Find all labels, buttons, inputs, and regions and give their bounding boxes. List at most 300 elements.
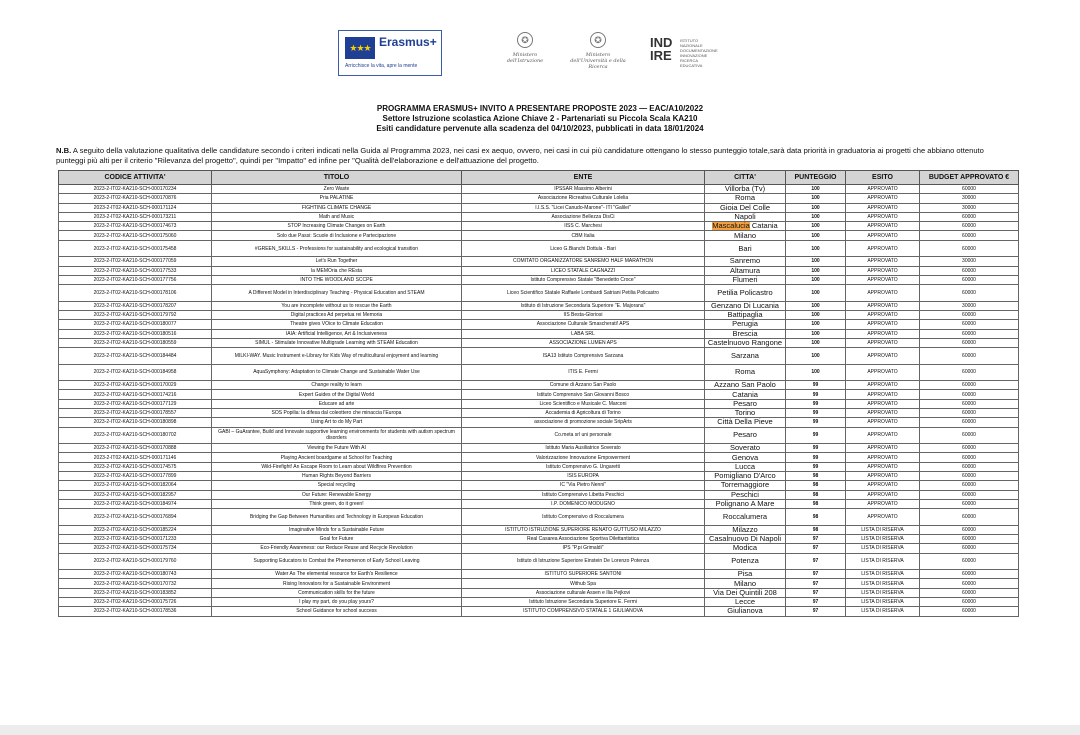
- cell-code: 2023-2-IT02-KA210-SCH-000174216: [59, 390, 212, 399]
- table-row: [59, 338, 1019, 347]
- cell-outcome: APPROVATO: [846, 409, 920, 418]
- table-row: [59, 257, 1019, 266]
- cell-outcome: APPROVATO: [846, 348, 920, 365]
- erasmus-tagline: Arricchisce la vita, apre la mente: [345, 63, 418, 69]
- cell-outcome: APPROVATO: [846, 509, 920, 526]
- cell-score: 99: [786, 399, 846, 408]
- cell-score: 100: [786, 231, 846, 240]
- table-row: [59, 570, 1019, 579]
- table-row: [59, 588, 1019, 597]
- cell-title: MILKI-WAY. Music Instrument e-Library for Kids Way of multicultural enjoyment and learning: [212, 348, 462, 365]
- cell-entity: ISTITUTO ISTRUZIONE SUPERIORE RENATO GUTTUSO MILAZZO: [462, 525, 705, 534]
- cell-budget: 60000: [920, 570, 1019, 579]
- column-header-budget: BUDGET APPROVATO €: [920, 171, 1019, 185]
- cell-outcome: LISTA DI RISERVA: [846, 544, 920, 553]
- cell-entity: Associazione culturale Assen e Ilia Pejkovi: [462, 588, 705, 597]
- cell-code: 2023-2-IT02-KA210-SCH-000185224: [59, 525, 212, 534]
- table-row: [59, 212, 1019, 221]
- cell-code: 2023-2-IT02-KA210-SCH-000179792: [59, 310, 212, 319]
- cell-score: 97: [786, 570, 846, 579]
- cell-entity: Associazione Bellezza DisCi: [462, 212, 705, 221]
- table-row: [59, 427, 1019, 444]
- cell-budget: 60000: [920, 553, 1019, 570]
- cell-city: Roccalumera: [705, 509, 786, 526]
- cell-city: Città Della Pieve: [705, 418, 786, 427]
- cell-title: SOS Popilia: la difesa dal coleottero che minaccia l'Europa: [212, 409, 462, 418]
- table-row: [59, 509, 1019, 526]
- table-row: [59, 418, 1019, 427]
- cell-city: Milano: [705, 231, 786, 240]
- cell-code: 2023-2-IT02-KA210-SCH-000171233: [59, 535, 212, 544]
- cell-budget: 60000: [920, 212, 1019, 221]
- cell-entity: Istituto Comprensivo Libetta Peschici: [462, 490, 705, 499]
- page-bottom-edge: [0, 725, 1080, 735]
- column-header-outcome: ESITO: [846, 171, 920, 185]
- cell-score: 98: [786, 481, 846, 490]
- cell-outcome: APPROVATO: [846, 222, 920, 231]
- table-body: [59, 185, 1019, 617]
- cell-score: 100: [786, 348, 846, 365]
- cell-entity: Withub Spa: [462, 579, 705, 588]
- cell-score: 100: [786, 364, 846, 381]
- cell-score: 100: [786, 222, 846, 231]
- cell-outcome: LISTA DI RISERVA: [846, 553, 920, 570]
- cell-title: You are incomplete without us to rescue the Earth: [212, 301, 462, 310]
- cell-entity: ISIS EUROPA: [462, 472, 705, 481]
- cell-code: 2023-2-IT02-KA210-SCH-000171124: [59, 203, 212, 212]
- cell-entity: I.P. DOMENICO MODUGNO: [462, 499, 705, 508]
- cell-title: Let's Run Together: [212, 257, 462, 266]
- cell-city: Peschici: [705, 490, 786, 499]
- cell-budget: 30000: [920, 194, 1019, 203]
- cell-budget: 60000: [920, 409, 1019, 418]
- table-row: [59, 453, 1019, 462]
- cell-budget: 60000: [920, 490, 1019, 499]
- document-titles: [0, 104, 1080, 134]
- cell-score: 100: [786, 266, 846, 275]
- table-row: [59, 490, 1019, 499]
- cell-score: 97: [786, 544, 846, 553]
- cell-entity: Associazione Culturale Smascherati! APS: [462, 320, 705, 329]
- cell-outcome: APPROVATO: [846, 472, 920, 481]
- cell-budget: 30000: [920, 257, 1019, 266]
- column-header-code: CODICE ATTIVITA': [59, 171, 212, 185]
- cell-title: I play my part, do you play yours?: [212, 598, 462, 607]
- cell-code: 2023-2-IT02-KA210-SCH-000178557: [59, 409, 212, 418]
- cell-outcome: LISTA DI RISERVA: [846, 588, 920, 597]
- cell-entity: associazione di promozione sociale SripArts: [462, 418, 705, 427]
- cell-outcome: APPROVATO: [846, 390, 920, 399]
- title-line-3: Esiti candidature pervenute alla scadenza del 04/10/2023, pubblicati in data 18/01/2024: [376, 124, 704, 133]
- cell-outcome: APPROVATO: [846, 185, 920, 194]
- cell-score: 100: [786, 212, 846, 221]
- cell-outcome: APPROVATO: [846, 399, 920, 408]
- cell-city: Sanremo: [705, 257, 786, 266]
- table-row: [59, 409, 1019, 418]
- cell-title: Water As The elemental resource for Earth's Resilience: [212, 570, 462, 579]
- table-row: [59, 266, 1019, 275]
- cell-code: 2023-2-IT02-KA210-SCH-000174575: [59, 462, 212, 471]
- cell-budget: 30000: [920, 301, 1019, 310]
- cell-code: 2023-2-IT02-KA210-SCH-000170234: [59, 185, 212, 194]
- cell-code: 2023-2-IT02-KA210-SCH-000184958: [59, 364, 212, 381]
- priority-note: [56, 146, 996, 166]
- cell-city: Genova: [705, 453, 786, 462]
- table-header-row: [59, 171, 1019, 185]
- table-row: [59, 275, 1019, 284]
- cell-entity: Co.meta srl uni personale: [462, 427, 705, 444]
- cell-entity: ISA13 Istituto Comprensivo Sarzana: [462, 348, 705, 365]
- cell-outcome: APPROVATO: [846, 418, 920, 427]
- title-line-2: Settore Istruzione scolastica Azione Chiave 2 - Partenariati su Piccola Scala KA210: [382, 114, 698, 123]
- cell-budget: 30000: [920, 203, 1019, 212]
- cell-code: 2023-2-IT02-KA210-SCH-000182064: [59, 481, 212, 490]
- cell-outcome: APPROVATO: [846, 310, 920, 319]
- cell-outcome: APPROVATO: [846, 240, 920, 257]
- cell-city: Genzano Di Lucania: [705, 301, 786, 310]
- cell-entity: Istituto Maria Ausiliatrice Soverato: [462, 444, 705, 453]
- cell-title: STOP Increasing Climate Changes on Earth: [212, 222, 462, 231]
- cell-budget: 60000: [920, 320, 1019, 329]
- cell-budget: 60000: [920, 481, 1019, 490]
- cell-code: 2023-2-IT02-KA210-SCH-000182957: [59, 490, 212, 499]
- cell-code: 2023-2-IT02-KA210-SCH-000175734: [59, 544, 212, 553]
- cell-code: 2023-2-IT02-KA210-SCH-000175060: [59, 231, 212, 240]
- cell-city: Roma: [705, 364, 786, 381]
- cell-code: 2023-2-IT02-KA210-SCH-000177059: [59, 257, 212, 266]
- cell-code: 2023-2-IT02-KA210-SCH-000175458: [59, 240, 212, 257]
- cell-title: SIMUL - Stimulate Innovative Multigrade Learning with STEAM Education: [212, 338, 462, 347]
- cell-budget: 60000: [920, 607, 1019, 616]
- cell-entity: Liceo Scientifico e Musicale C. Marconi: [462, 399, 705, 408]
- table-row: [59, 579, 1019, 588]
- cell-code: 2023-2-IT02-KA210-SCH-000180743: [59, 570, 212, 579]
- table-row: [59, 481, 1019, 490]
- cell-city: Modica: [705, 544, 786, 553]
- cell-title: Educare ad arte: [212, 399, 462, 408]
- erasmus-logo-text: Erasmus+: [379, 35, 437, 49]
- cell-score: 99: [786, 462, 846, 471]
- cell-title: Rising Innovators for a Sustainable Environment: [212, 579, 462, 588]
- cell-score: 97: [786, 553, 846, 570]
- cell-entity: Liceo G.Bianchi Dottula - Bari: [462, 240, 705, 257]
- cell-code: 2023-2-IT02-KA210-SCH-000179760: [59, 553, 212, 570]
- cell-title: A Different Model in Interdisciplinary Teaching - Physical Education and STEAM: [212, 285, 462, 302]
- cell-score: 97: [786, 588, 846, 597]
- table-row: [59, 598, 1019, 607]
- column-header-score: PUNTEGGIO: [786, 171, 846, 185]
- cell-outcome: APPROVATO: [846, 203, 920, 212]
- indire-logo-text: IND IRE: [650, 35, 673, 63]
- cell-outcome: APPROVATO: [846, 427, 920, 444]
- cell-entity: ITIS E. Fermi: [462, 364, 705, 381]
- cell-city: Villorba (Tv): [705, 185, 786, 194]
- cell-city: Soverato: [705, 444, 786, 453]
- results-table: [58, 170, 1019, 617]
- republic-crest-icon: ✪: [517, 32, 533, 48]
- cell-outcome: APPROVATO: [846, 381, 920, 390]
- cell-budget: 60000: [920, 285, 1019, 302]
- table-row: [59, 348, 1019, 365]
- cell-outcome: APPROVATO: [846, 444, 920, 453]
- cell-outcome: APPROVATO: [846, 266, 920, 275]
- cell-entity: Real Casarea Associazione Sportiva Dilettantistica: [462, 535, 705, 544]
- cell-entity: I.I.S.S. "Licei Canudo-Marone"- ITI "Galilei": [462, 203, 705, 212]
- ministry-caption-1: Ministero dell'Istruzione: [506, 52, 544, 64]
- cell-city: Torino: [705, 409, 786, 418]
- cell-city: Altamura: [705, 266, 786, 275]
- cell-city: Napoli: [705, 212, 786, 221]
- cell-budget: 60000: [920, 222, 1019, 231]
- ministry-emblem-2: [568, 32, 628, 72]
- cell-entity: COMITATO ORGANIZZATORE SANREMO HALF MARATHON: [462, 257, 705, 266]
- cell-title: Change reality to learn: [212, 381, 462, 390]
- cell-outcome: APPROVATO: [846, 257, 920, 266]
- cell-title: Bridging the Gap Between Humanities and Technology in European Education: [212, 509, 462, 526]
- cell-title: Viewing the Future With AI: [212, 444, 462, 453]
- cell-title: GABI – GuArantee, Build and Innovate supportive learning environments for students with autism spectrum disorders: [212, 427, 462, 444]
- cell-city: Casalnuovo Di Napoli: [705, 535, 786, 544]
- cell-budget: 60000: [920, 348, 1019, 365]
- cell-entity: IPSSAR Massimo Alberini: [462, 185, 705, 194]
- table-row: [59, 329, 1019, 338]
- table-row: [59, 444, 1019, 453]
- cell-entity: CBM Italia: [462, 231, 705, 240]
- cell-budget: 60000: [920, 329, 1019, 338]
- table-row: [59, 390, 1019, 399]
- table-row: [59, 381, 1019, 390]
- republic-crest-icon: ✪: [590, 32, 606, 48]
- cell-code: 2023-2-IT02-KA210-SCH-000178536: [59, 607, 212, 616]
- cell-title: Expert Guides of the Digital World: [212, 390, 462, 399]
- cell-entity: ASSOCIAZIONE LUMEN APS: [462, 338, 705, 347]
- cell-budget: 60000: [920, 364, 1019, 381]
- cell-title: Imaginative Minds for a Sustainable Future: [212, 525, 462, 534]
- table-row: [59, 222, 1019, 231]
- cell-title: Human Rights Beyond Barriers: [212, 472, 462, 481]
- cell-code: 2023-2-IT02-KA210-SCH-000175726: [59, 598, 212, 607]
- cell-budget: 60000: [920, 275, 1019, 284]
- cell-budget: 60000: [920, 381, 1019, 390]
- cell-code: 2023-2-IT02-KA210-SCH-000177129: [59, 399, 212, 408]
- logo-header: [0, 14, 1080, 74]
- cell-title: Special recycling: [212, 481, 462, 490]
- cell-score: 98: [786, 499, 846, 508]
- cell-score: 100: [786, 329, 846, 338]
- cell-city: Pesaro: [705, 399, 786, 408]
- cell-budget: 60000: [920, 535, 1019, 544]
- table-row: [59, 553, 1019, 570]
- cell-budget: 60000: [920, 427, 1019, 444]
- cell-score: 100: [786, 194, 846, 203]
- cell-city: Torremaggiore: [705, 481, 786, 490]
- cell-city: Brescia: [705, 329, 786, 338]
- cell-score: 99: [786, 381, 846, 390]
- cell-code: 2023-2-IT02-KA210-SCH-000178207: [59, 301, 212, 310]
- cell-entity: Istituto Comprensivo G. Ungaretti: [462, 462, 705, 471]
- cell-entity: Liceo Scientifico Statale Raffaele Lombardi Satriani Petilia Policastro: [462, 285, 705, 302]
- cell-budget: 60000: [920, 399, 1019, 408]
- table-row: [59, 240, 1019, 257]
- cell-title: Theatre gives VOice to Climate Education: [212, 320, 462, 329]
- cell-code: 2023-2-IT02-KA210-SCH-000177533: [59, 266, 212, 275]
- ministry-emblem-1: [495, 32, 555, 72]
- indire-logo: [650, 36, 720, 66]
- cell-entity: Istituto Istruzione Secondaria Superiore E. Fermi: [462, 598, 705, 607]
- cell-city: Pomigliano D'Arco: [705, 472, 786, 481]
- cell-city: Via Dei Quintili 208: [705, 588, 786, 597]
- cell-entity: Istituto di Istruzione Superiore Einstein De Lorenzo Potenza: [462, 553, 705, 570]
- cell-score: 98: [786, 472, 846, 481]
- table-row: [59, 310, 1019, 319]
- cell-outcome: LISTA DI RISERVA: [846, 570, 920, 579]
- cell-budget: 60000: [920, 509, 1019, 526]
- cell-city: Gioia Del Colle: [705, 203, 786, 212]
- cell-entity: IC "Via Pietro Nenni": [462, 481, 705, 490]
- table-row: [59, 301, 1019, 310]
- cell-score: 99: [786, 444, 846, 453]
- cell-score: 100: [786, 320, 846, 329]
- cell-city: Milazzo: [705, 525, 786, 534]
- cell-entity: Istituto Comprensivo di Roccalumera: [462, 509, 705, 526]
- cell-city: Giulianova: [705, 607, 786, 616]
- cell-budget: 60000: [920, 266, 1019, 275]
- table-row: [59, 320, 1019, 329]
- cell-budget: 60000: [920, 462, 1019, 471]
- cell-code: 2023-2-IT02-KA210-SCH-000170029: [59, 381, 212, 390]
- table-row: [59, 462, 1019, 471]
- cell-outcome: APPROVATO: [846, 285, 920, 302]
- column-header-city: CITTA': [705, 171, 786, 185]
- column-header-title: TITOLO: [212, 171, 462, 185]
- cell-title: FIGHTING CLIMATE CHANGE: [212, 203, 462, 212]
- table-row: [59, 499, 1019, 508]
- cell-title: Wild-Firefight! An Escape Room to Learn about Wildfires Prevention: [212, 462, 462, 471]
- table-row: [59, 194, 1019, 203]
- cell-score: 100: [786, 301, 846, 310]
- cell-city: Milano: [705, 579, 786, 588]
- cell-outcome: APPROVATO: [846, 499, 920, 508]
- cell-city: Catania: [705, 390, 786, 399]
- cell-budget: 60000: [920, 310, 1019, 319]
- cell-entity: IPS "P.pi Grimaldi": [462, 544, 705, 553]
- cell-score: 99: [786, 427, 846, 444]
- cell-entity: LABA SRL: [462, 329, 705, 338]
- title-line-1: PROGRAMMA ERASMUS+ INVITO A PRESENTARE PROPOSTE 2023 — EAC/A10/2022: [376, 104, 704, 113]
- cell-city: Pisa: [705, 570, 786, 579]
- cell-code: 2023-2-IT02-KA210-SCH-000180702: [59, 427, 212, 444]
- cell-code: 2023-2-IT02-KA210-SCH-000180898: [59, 418, 212, 427]
- cell-budget: 60000: [920, 338, 1019, 347]
- cell-budget: 60000: [920, 525, 1019, 534]
- cell-title: School Guidance for school success: [212, 607, 462, 616]
- cell-budget: 60000: [920, 579, 1019, 588]
- cell-city: Battipaglia: [705, 310, 786, 319]
- cell-code: 2023-2-IT02-KA210-SCH-000174673: [59, 222, 212, 231]
- cell-code: 2023-2-IT02-KA210-SCH-000184484: [59, 348, 212, 365]
- cell-city: Pesaro: [705, 427, 786, 444]
- cell-outcome: APPROVATO: [846, 301, 920, 310]
- cell-budget: 60000: [920, 231, 1019, 240]
- cell-title: AquaSymphony: Adaptation to Climate Change and Sustainable Water Use: [212, 364, 462, 381]
- cell-outcome: APPROVATO: [846, 490, 920, 499]
- cell-code: 2023-2-IT02-KA210-SCH-000183852: [59, 588, 212, 597]
- table-row: [59, 203, 1019, 212]
- cell-budget: 60000: [920, 453, 1019, 462]
- table-row: [59, 607, 1019, 616]
- cell-title: Using Art to do My Part: [212, 418, 462, 427]
- ministry-caption-2: Ministero dell'Università e della Ricerca: [570, 52, 626, 70]
- cell-title: Math and Music: [212, 212, 462, 221]
- table-row: [59, 185, 1019, 194]
- cell-code: 2023-2-IT02-KA210-SCH-000184974: [59, 499, 212, 508]
- cell-city: Roma: [705, 194, 786, 203]
- cell-budget: 60000: [920, 390, 1019, 399]
- cell-outcome: LISTA DI RISERVA: [846, 598, 920, 607]
- cell-city: Castelnuovo Rangone: [705, 338, 786, 347]
- cell-score: 98: [786, 490, 846, 499]
- cell-city: Polignano A Mare: [705, 499, 786, 508]
- cell-city: Mascalucia Catania: [705, 222, 786, 231]
- cell-score: 98: [786, 509, 846, 526]
- column-header-entity: ENTE: [462, 171, 705, 185]
- cell-budget: 60000: [920, 588, 1019, 597]
- cell-outcome: APPROVATO: [846, 212, 920, 221]
- cell-score: 99: [786, 453, 846, 462]
- cell-city: Sarzana: [705, 348, 786, 365]
- cell-title: Goal for Future: [212, 535, 462, 544]
- cell-score: 98: [786, 525, 846, 534]
- cell-title: Our Future: Renewable Energy: [212, 490, 462, 499]
- cell-entity: Valorizzazione Innovazione Empowerment: [462, 453, 705, 462]
- cell-code: 2023-2-IT02-KA210-SCH-000180559: [59, 338, 212, 347]
- cell-title: Digital practices Ad perpetua rei Memoria: [212, 310, 462, 319]
- cell-entity: Accademia di Agricoltura di Torino: [462, 409, 705, 418]
- cell-title: Playing Ancient boardgame at School for Teaching: [212, 453, 462, 462]
- indire-logo-subtext: ISTITUTO NAZIONALE DOCUMENTAZIONE INNOVAZIONE RICERCA EDUCATIVA: [680, 38, 718, 68]
- cell-title: Communication skills for the future: [212, 588, 462, 597]
- cell-entity: Comune di Azzano San Paolo: [462, 381, 705, 390]
- cell-code: 2023-2-IT02-KA210-SCH-000171146: [59, 453, 212, 462]
- cell-code: 2023-2-IT02-KA210-SCH-000178106: [59, 285, 212, 302]
- cell-entity: ISTITUTO COMPRENSIVO STATALE 1 GIULIANOVA: [462, 607, 705, 616]
- cell-score: 99: [786, 418, 846, 427]
- table-row: [59, 525, 1019, 534]
- cell-code: 2023-2-IT02-KA210-SCH-000180516: [59, 329, 212, 338]
- cell-title: Eco-Friendly Awareness: our Reduce Reuse and Recycle Revolution: [212, 544, 462, 553]
- note-text: A seguito della valutazione qualitativa delle candidature secondo i criteri indicati nella Guida al Programma 2023, nei casi ex aequo, ovvero, nei casi in cui più candidature ottengano lo stesso punteggio totale,sarà data priorità in graduatoria ai progetti che abbiano ottenuto punteggi più alti per il criterio "Rilevanza del progetto", quindi per "Impatto" ed infine per "Qualità dell'elaborazione e dell'attuazione del progetto.: [56, 146, 984, 165]
- cell-score: 97: [786, 607, 846, 616]
- cell-score: 97: [786, 598, 846, 607]
- table-row: [59, 231, 1019, 240]
- cell-code: 2023-2-IT02-KA210-SCH-000170888: [59, 444, 212, 453]
- cell-code: 2023-2-IT02-KA210-SCH-000177899: [59, 472, 212, 481]
- cell-entity: ISTITUTO SUPERIORE SANTONI: [462, 570, 705, 579]
- cell-code: 2023-2-IT02-KA210-SCH-000180077: [59, 320, 212, 329]
- cell-outcome: LISTA DI RISERVA: [846, 525, 920, 534]
- cell-score: 97: [786, 535, 846, 544]
- cell-city: Perugia: [705, 320, 786, 329]
- cell-score: 100: [786, 285, 846, 302]
- cell-score: 99: [786, 390, 846, 399]
- cell-city: Flumeri: [705, 275, 786, 284]
- table-row: [59, 364, 1019, 381]
- cell-score: 97: [786, 579, 846, 588]
- table-row: [59, 399, 1019, 408]
- cell-score: 100: [786, 185, 846, 194]
- cell-outcome: APPROVATO: [846, 481, 920, 490]
- cell-entity: Istituto di Istruzione Secondaria Superiore "E. Majorana": [462, 301, 705, 310]
